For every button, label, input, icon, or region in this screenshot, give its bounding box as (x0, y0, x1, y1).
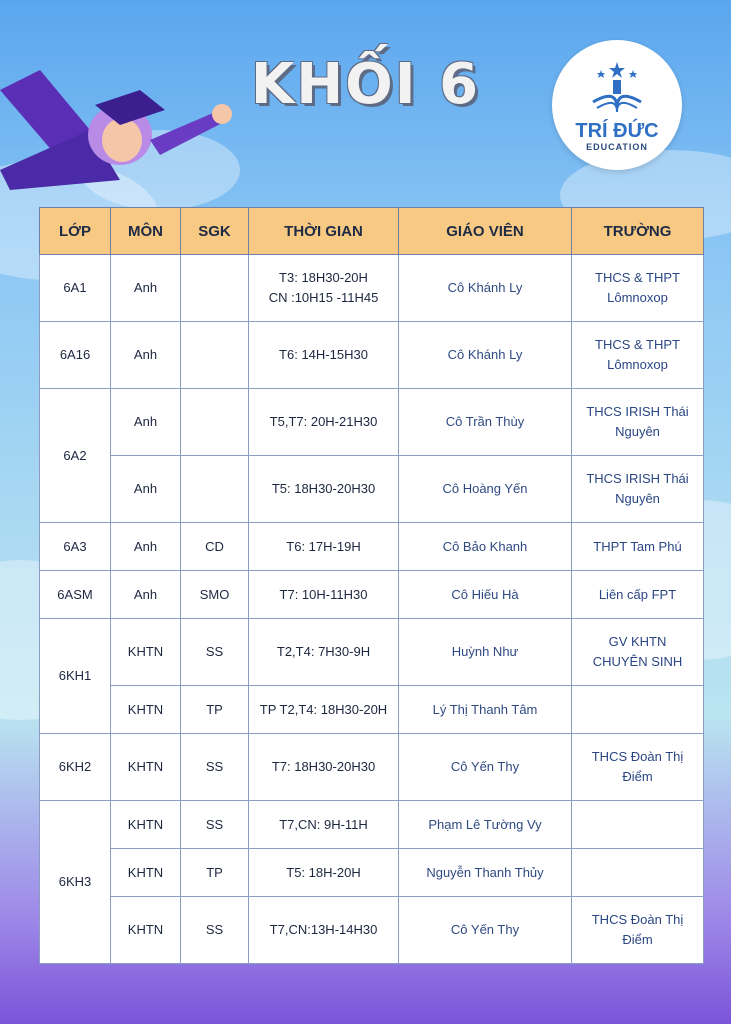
cell-lop: 6KH1 (40, 619, 111, 734)
cell-school (572, 897, 704, 964)
cell-time: T5: 18H30-20H30 (249, 456, 399, 523)
header-thoi-gian: THỜI GIAN (249, 208, 399, 255)
cell-sgk: TP (181, 849, 249, 897)
table-row (40, 389, 704, 456)
table-row (40, 571, 704, 619)
cell-time (249, 255, 399, 322)
cell-teacher: Cô Hoàng Yến (399, 456, 572, 523)
cell-mon: KHTN (111, 849, 181, 897)
school-line: Nguyên (615, 424, 660, 439)
table-row (40, 255, 704, 322)
brand-logo (552, 40, 682, 170)
table-row (40, 801, 704, 849)
table-row (40, 686, 704, 734)
page-title: KHỐI 6 (250, 52, 481, 117)
school-line: Lômnoxop (607, 357, 668, 372)
cell-teacher: Cô Yến Thy (399, 897, 572, 964)
cell-lop: 6A1 (40, 255, 111, 322)
cell-sgk: SMO (181, 571, 249, 619)
cell-sgk: SS (181, 897, 249, 964)
table-row (40, 734, 704, 801)
cell-mon: Anh (111, 523, 181, 571)
school-line: Điểm (622, 932, 653, 947)
cell-school: Liên cấp FPT (572, 571, 704, 619)
cell-time: T7: 18H30-20H30 (249, 734, 399, 801)
table-row (40, 322, 704, 389)
school-line: Điểm (622, 769, 653, 784)
cell-teacher: Nguyễn Thanh Thủy (399, 849, 572, 897)
table-row (40, 849, 704, 897)
cell-teacher: Cô Yến Thy (399, 734, 572, 801)
cell-mon: Anh (111, 456, 181, 523)
table-row (40, 523, 704, 571)
cell-sgk: SS (181, 619, 249, 686)
cell-mon: KHTN (111, 734, 181, 801)
cell-teacher: Phạm Lê Tường Vy (399, 801, 572, 849)
cell-teacher: Cô Khánh Ly (399, 322, 572, 389)
table-header-row (40, 208, 704, 255)
cell-school (572, 734, 704, 801)
cell-mon: KHTN (111, 801, 181, 849)
cell-sgk (181, 255, 249, 322)
school-line: CHUYÊN SINH (592, 654, 683, 669)
cell-school (572, 255, 704, 322)
table-row (40, 897, 704, 964)
cell-sgk: SS (181, 734, 249, 801)
school-line: Nguyên (615, 491, 660, 506)
cell-mon: KHTN (111, 619, 181, 686)
time-line: CN :10H15 -11H45 (268, 290, 379, 305)
cell-teacher: Huỳnh Như (399, 619, 572, 686)
cell-sgk (181, 389, 249, 456)
cell-sgk (181, 322, 249, 389)
book-stars-icon (587, 58, 647, 116)
header-truong: TRƯỜNG (572, 208, 704, 255)
cell-mon: KHTN (111, 686, 181, 734)
school-line: THCS & THPT (595, 270, 680, 285)
cell-lop: 6KH3 (40, 801, 111, 964)
cell-teacher: Lý Thị Thanh Tâm (399, 686, 572, 734)
cell-teacher: Cô Bảo Khanh (399, 523, 572, 571)
header-giao-vien: GIÁO VIÊN (399, 208, 572, 255)
logo-subtitle: EDUCATION (586, 142, 648, 152)
schedule-table (39, 207, 704, 964)
cell-lop: 6KH2 (40, 734, 111, 801)
cell-mon: KHTN (111, 897, 181, 964)
cell-teacher: Cô Hiếu Hà (399, 571, 572, 619)
cell-lop: 6A16 (40, 322, 111, 389)
cell-time: T6: 14H-15H30 (249, 322, 399, 389)
school-line: THCS Đoàn Thị (591, 912, 684, 927)
cell-time: T7: 10H-11H30 (249, 571, 399, 619)
cell-time: T5: 18H-20H (249, 849, 399, 897)
cell-time: T7,CN: 9H-11H (249, 801, 399, 849)
cell-lop: 6ASM (40, 571, 111, 619)
cell-sgk: CD (181, 523, 249, 571)
cell-teacher: Cô Trần Thùy (399, 389, 572, 456)
cell-time: T7,CN:13H-14H30 (249, 897, 399, 964)
cell-sgk: SS (181, 801, 249, 849)
cell-school: THPT Tam Phú (572, 523, 704, 571)
logo-name: TRÍ ĐỨC (575, 120, 659, 142)
header-mon: MÔN (111, 208, 181, 255)
cell-mon: Anh (111, 571, 181, 619)
time-line: T3: 18H30-20H (279, 270, 368, 285)
school-line: Lômnoxop (607, 290, 668, 305)
cell-school (572, 801, 704, 849)
cell-sgk: TP (181, 686, 249, 734)
cell-school (572, 686, 704, 734)
cell-mon: Anh (111, 389, 181, 456)
cell-time: T5,T7: 20H-21H30 (249, 389, 399, 456)
cell-time: T6: 17H-19H (249, 523, 399, 571)
cell-school (572, 389, 704, 456)
cell-lop: 6A3 (40, 523, 111, 571)
cell-school (572, 322, 704, 389)
cell-teacher: Cô Khánh Ly (399, 255, 572, 322)
header-sgk: SGK (181, 208, 249, 255)
school-line: THCS & THPT (595, 337, 680, 352)
school-line: THCS Đoàn Thị (591, 749, 684, 764)
table-row (40, 619, 704, 686)
cell-mon: Anh (111, 322, 181, 389)
cell-mon: Anh (111, 255, 181, 322)
school-line: GV KHTN (608, 634, 667, 649)
header-lop: LỚP (40, 208, 111, 255)
cell-time: TP T2,T4: 18H30-20H (249, 686, 399, 734)
cell-time: T2,T4: 7H30-9H (249, 619, 399, 686)
cell-sgk (181, 456, 249, 523)
school-line: THCS IRISH Thái (586, 471, 689, 486)
cell-lop: 6A2 (40, 389, 111, 523)
school-line: THCS IRISH Thái (586, 404, 689, 419)
cell-school (572, 849, 704, 897)
table-row (40, 456, 704, 523)
cell-school (572, 456, 704, 523)
cell-school (572, 619, 704, 686)
